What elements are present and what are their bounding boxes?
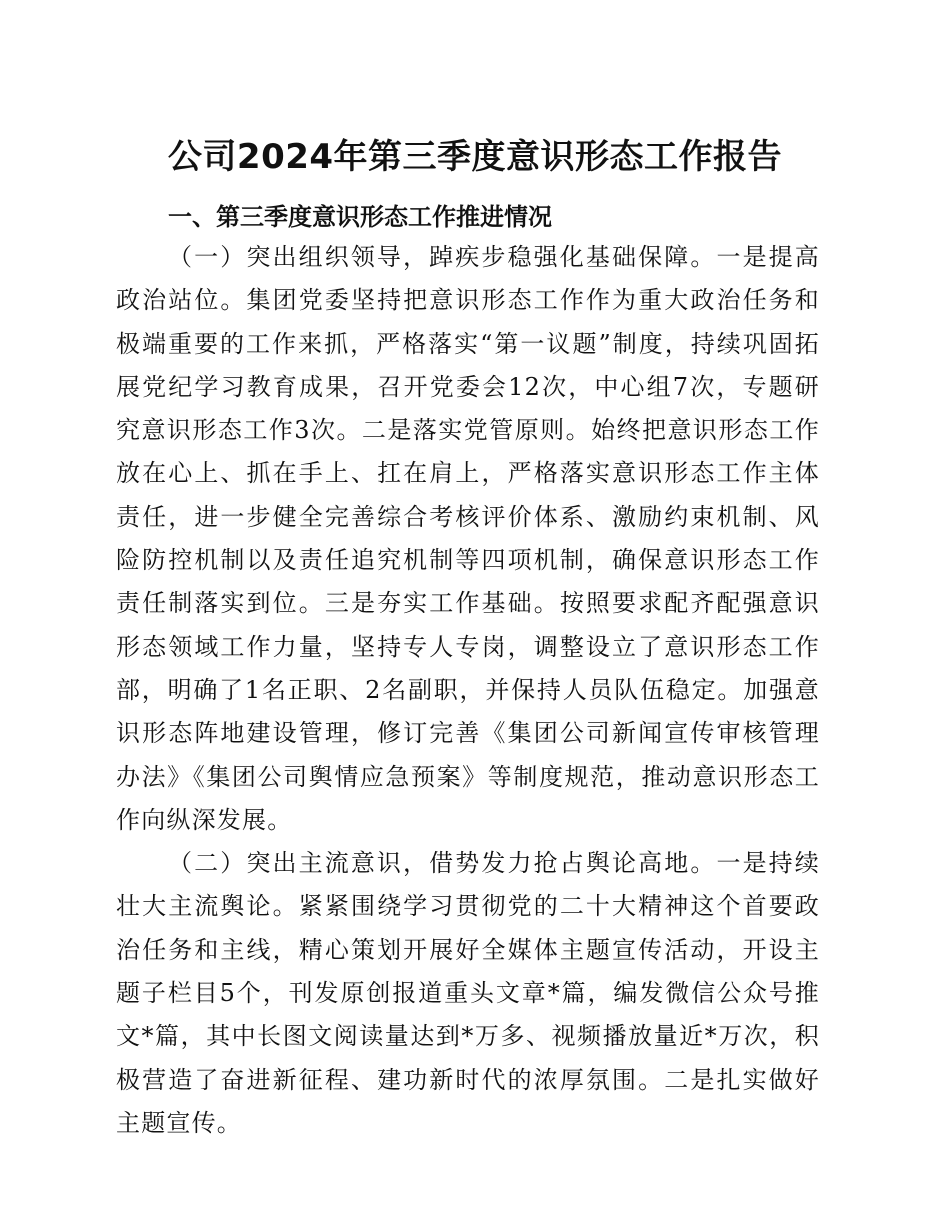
document-body bbox=[116, 198, 820, 1145]
paragraph-1: （一）突出组织领导，踔疾步稳强化基础保障。一是提高政治站位。集团党委坚持把意识形态工作作为重大政治任务和极端重要的工作来抓，严格落实“第一议题”制度，持续巩固拓展党纪学习教育成果，召开党委会12次，中心组7次，专题研究意识形态工作3次。二是落实党管原则。始终把意识形态工作放在心上、抓在手上、扛在肩上，严格落实意识形态工作主体责任，进一步健全完善综合考核评价体系、激励约束机制、风险防控机制以及责任追究机制等四项机制，确保意识形态工作责任制落实到位。三是夯实工作基础。按照要求配齐配强意识形态领域工作力量，坚持专人专岗，调整设立了意识形态工作部，明确了1名正职、2名副职，并保持人员队伍稳定。加强意识形态阵地建设管理，修订完善《集团公司新闻宣传审核管理办法》《集团公司舆情应急预案》等制度规范，推动意识形态工作向纵深发展。 bbox=[116, 243, 820, 834]
section-heading: 一、第三季度意识形态工作推进情况 bbox=[168, 203, 552, 231]
document-title: 公司2024年第三季度意识形态工作报告 bbox=[167, 137, 783, 177]
paragraph-2: （二）突出主流意识，借势发力抢占舆论高地。一是持续壮大主流舆论。紧紧围绕学习贯彻党的二十大精神这个首要政治任务和主线，精心策划开展好全媒体主题宣传活动，开设主题子栏目5个，刊发原创报道重头文章*篇，编发微信公众号推文*篇，其中长图文阅读量达到*万多、视频播放量近*万次，积极营造了奋进新征程、建功新时代的浓厚氛围。二是扎实做好主题宣传。 bbox=[116, 849, 820, 1137]
